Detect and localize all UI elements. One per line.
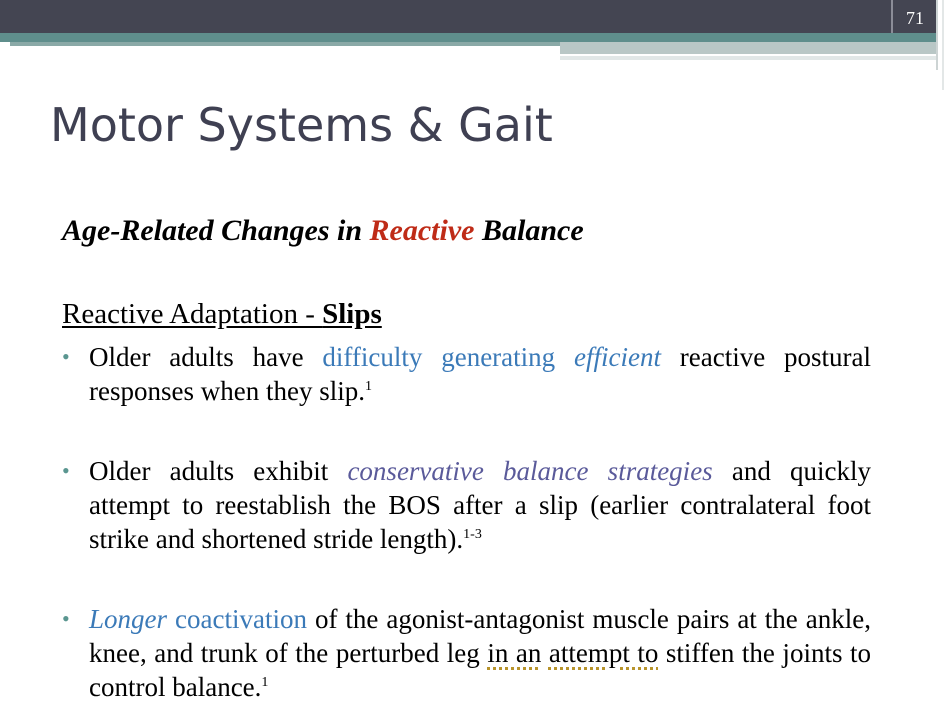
bullet-text: stiffen the joints to control balance.: [89, 638, 871, 702]
bullet-highlight: coactivation: [167, 604, 307, 634]
grammar-flag-text: attempt to: [548, 638, 659, 668]
bullet-item: [62, 454, 871, 556]
stripe-line: [936, 0, 938, 70]
header-band-teal-light: [10, 42, 560, 46]
bullet-item: [62, 340, 872, 408]
bullet-item: [62, 602, 871, 704]
bullet-highlight-italic: Longer: [89, 604, 168, 634]
bullet-text: [541, 638, 549, 668]
section-heading: [62, 298, 382, 331]
bullet-text: reactive postural responses when they slip.: [89, 342, 872, 406]
stripe-line: [942, 0, 944, 90]
bullet-text: and quickly attempt to reestablish the BOS after a slip (earlier contralateral foot strike and shortened stride length).: [89, 456, 871, 554]
bullet-text: Older adults have: [89, 342, 323, 372]
header-band-light: [560, 56, 936, 60]
section-bold: Slips: [322, 298, 382, 330]
header-bar: [0, 0, 952, 33]
bullet-highlight-italic: efficient: [573, 342, 661, 372]
slide-title: Motor Systems & Gait: [50, 98, 553, 152]
bullet-text: Older adults exhibit: [89, 456, 348, 486]
section-prefix: Reactive Adaptation -: [62, 298, 323, 330]
slide-subtitle: [62, 214, 584, 248]
citation: 1: [261, 675, 269, 690]
header-band-grey: [560, 42, 936, 54]
bullet-dot-icon: •: [62, 344, 70, 369]
subtitle-text: Age-Related Changes in: [62, 214, 370, 247]
bullet-highlight-italic: conservative balance strategies: [347, 456, 713, 486]
subtitle-highlight: Reactive: [369, 214, 475, 247]
bullet-text: of the agonist-antagonist muscle pairs at the ankle, knee, and trunk of the perturbed leg: [89, 604, 871, 668]
bullet-dot-icon: •: [62, 458, 70, 483]
bullet-dot-icon: •: [62, 606, 70, 631]
grammar-flag-text: in an: [487, 638, 542, 668]
header-band-teal: [0, 33, 936, 42]
bullet-highlight: difficulty generating: [322, 342, 574, 372]
citation: 1: [364, 379, 372, 394]
page-number: 71: [906, 8, 924, 28]
citation: 1-3: [463, 527, 482, 542]
subtitle-text: Balance: [474, 214, 584, 247]
right-edge-stripe: [936, 0, 952, 720]
